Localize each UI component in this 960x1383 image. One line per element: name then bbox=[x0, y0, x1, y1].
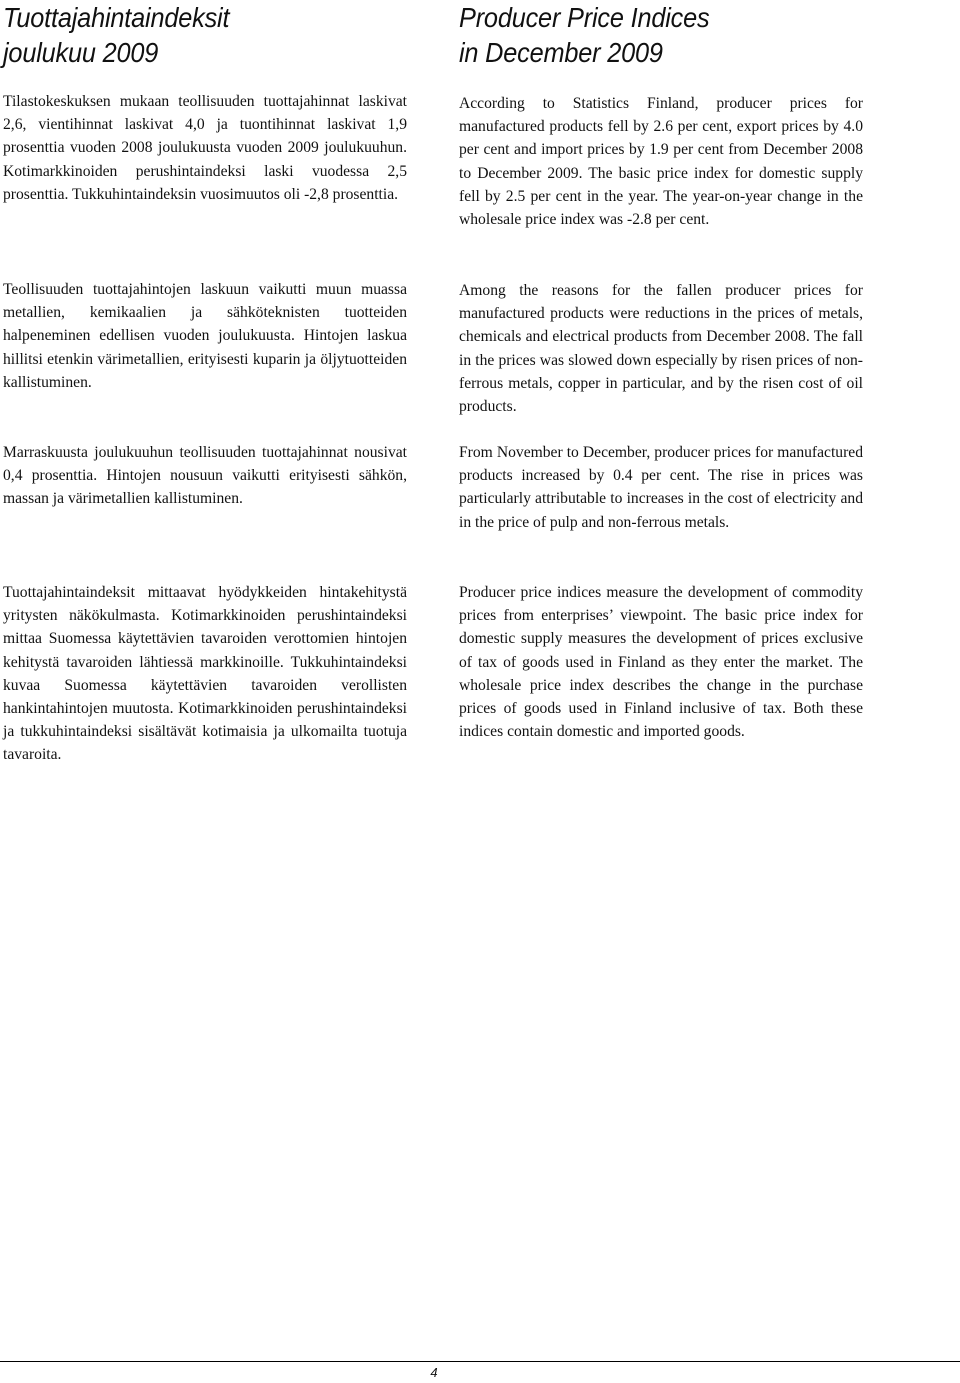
english-paragraph-causes: Among the reasons for the fallen producer prices for manufactured products were reductions in the prices of metals, chemicals and electrical products from December 2008. The fall in the prices was slowed down especially by risen prices of non-ferrous metals, copper in particular, and by the risen cost of oil products. bbox=[459, 282, 863, 416]
english-title bbox=[459, 0, 831, 70]
finnish-paragraph-summary: Tilastokeskuksen mukaan teollisuuden tuottajahinnat laskivat 2,6, vientihinnat laskivat 4,0 ja tuontihinnat laskivat 1,9 prosenttia vuoden 2008 joulukuusta vuoden 2009 joulukuuhun. Kotimarkkinoiden perushintaindeksi laski vuodessa 2,5 prosenttia. Tukkuhintaindeksin vuosimuutos oli -2,8 prosenttia. bbox=[3, 93, 407, 203]
finnish-paragraph-monthly: Marraskuusta joulukuuhun teollisuuden tuottajahinnat nousivat 0,4 prosenttia. Hintojen nousuun vaikutti erityisesti sähkön, massan ja värimetallien kallistuminen. bbox=[3, 444, 407, 508]
footer-divider bbox=[0, 1361, 960, 1362]
page-number: 4 bbox=[430, 1365, 438, 1380]
finnish-paragraph-definitions: Tuottajahintaindeksit mittaavat hyödykkeiden hintakehitystä yritysten näkökulmasta. Kotimarkkinoiden perushintaindeksi mittaa Suomessa käytettävien tavaroiden verottomien hintojen kehitystä tavaroiden lähtiessä markkinoille. Tukkuhintaindeksi kuvaa Suomessa käytettävien tavaroiden verollisten hankintahintojen muutosta. Kotimarkkinoiden perushintaindeksi ja tukkuhintaindeksi sisältävät kotimaisia ja ulkomailta tuotuja tavaroita. bbox=[3, 584, 407, 764]
english-paragraph-summary: According to Statistics Finland, producer prices for manufactured products fell by 2.6 per cent, export prices by 4.0 per cent and import prices by 1.9 per cent from December 2008 to December 2009. The basic price index for domestic supply fell by 2.5 per cent in the year. The year-on-year change in the wholesale price index was -2.8 per cent. bbox=[459, 95, 863, 229]
english-title-line-2: in December 2009 bbox=[459, 37, 663, 68]
english-paragraph-definitions: Producer price indices measure the development of commodity prices from enterprises’ viewpoint. The basic price index for domestic supply measures the development of prices exclusive of tax of goods used in Finland as they enter the market. The wholesale price index describes the change in the purchase prices of goods used in Finland inclusive of tax. Both these indices contain domestic and imported goods. bbox=[459, 584, 863, 741]
finnish-paragraph-causes: Teollisuuden tuottajahintojen laskuun vaikutti muun muassa metallien, kemikaalien ja sähköteknisten tuotteiden halpeneminen edellisen vuoden joulukuusta. Hintojen laskua hillitsi etenkin värimetallien, erityisesti kuparin ja öljytuotteiden kallistuminen. bbox=[3, 281, 407, 391]
finnish-title-line-1: Tuottajahintaindeksit bbox=[3, 2, 230, 33]
finnish-title-line-2: joulukuu 2009 bbox=[3, 37, 159, 68]
english-title-line-1: Producer Price Indices bbox=[459, 2, 710, 33]
english-column bbox=[459, 0, 863, 741]
finnish-column bbox=[3, 0, 407, 764]
english-paragraph-monthly: From November to December, producer prices for manufactured products increased by 0.4 per cent. The rise in prices was particularly attributable to increases in the cost of electricity and in the price of pulp and non-ferrous metals. bbox=[459, 444, 863, 531]
finnish-title bbox=[3, 0, 375, 70]
